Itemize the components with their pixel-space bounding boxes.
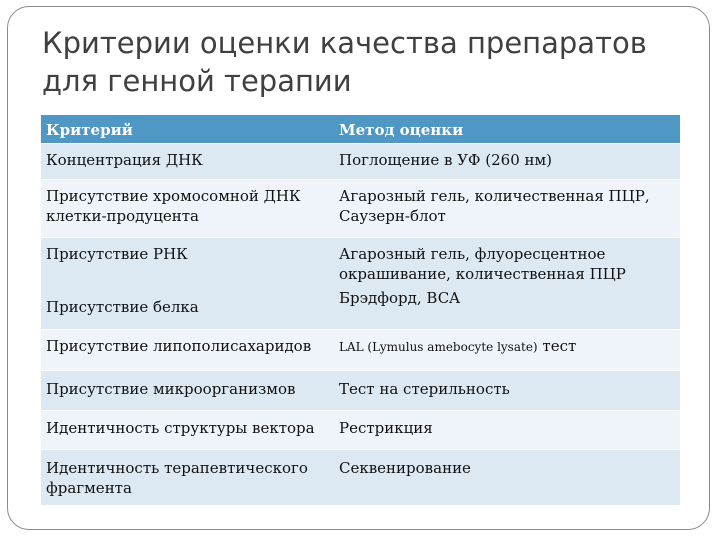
criterion-rna: Присутствие РНК: [46, 245, 188, 263]
method-protein: Брэдфорд, BCA: [339, 289, 461, 307]
method-cell: Агарозный гель, количественная ПЦР, Саузерн-блот: [339, 187, 650, 225]
method-cell: Тест на стерильность: [339, 380, 510, 398]
criterion-cell: Присутствие микроорганизмов: [46, 380, 296, 398]
title-line-2: для генной терапии: [42, 64, 352, 98]
header-method: Метод оценки: [339, 121, 464, 139]
slide-title: [42, 24, 682, 100]
criterion-cell: [41, 244, 334, 329]
method-lal-suffix: тест: [542, 337, 577, 355]
method-lal: LAL (Lymulus amebocyte lysate): [339, 340, 538, 354]
table-row: [41, 238, 680, 330]
criterion-cell: Присутствие липополисахаридов: [46, 337, 312, 355]
method-cell: Поглощение в УФ (260 нм): [339, 151, 553, 169]
method-rna: Агарозный гель, флуоресцентное окрашивание, количественная ПЦР: [339, 245, 626, 283]
table-row: [41, 371, 680, 411]
table-row: [41, 144, 680, 180]
method-cell: [334, 244, 680, 329]
criterion-cell: Идентичность терапевтического фрагмента: [46, 459, 308, 497]
criterion-cell: Присутствие хромосомной ДНК клетки-продуцента: [46, 187, 301, 225]
table-row: [41, 450, 680, 506]
method-cell: Секвенирование: [339, 459, 471, 477]
criterion-cell: Концентрация ДНК: [46, 151, 203, 169]
method-cell: Рестрикция: [339, 419, 433, 437]
criterion-cell: Идентичность структуры вектора: [46, 419, 315, 437]
criterion-protein: Присутствие белка: [46, 298, 199, 316]
table-header-row: [41, 115, 680, 144]
criteria-table: [41, 115, 680, 506]
title-line-1: Критерии оценки качества препаратов: [42, 26, 647, 60]
table-row: [41, 330, 680, 371]
method-cell: [334, 336, 680, 370]
table-row: [41, 180, 680, 238]
table-row: [41, 411, 680, 450]
header-criterion: Критерий: [46, 121, 133, 139]
